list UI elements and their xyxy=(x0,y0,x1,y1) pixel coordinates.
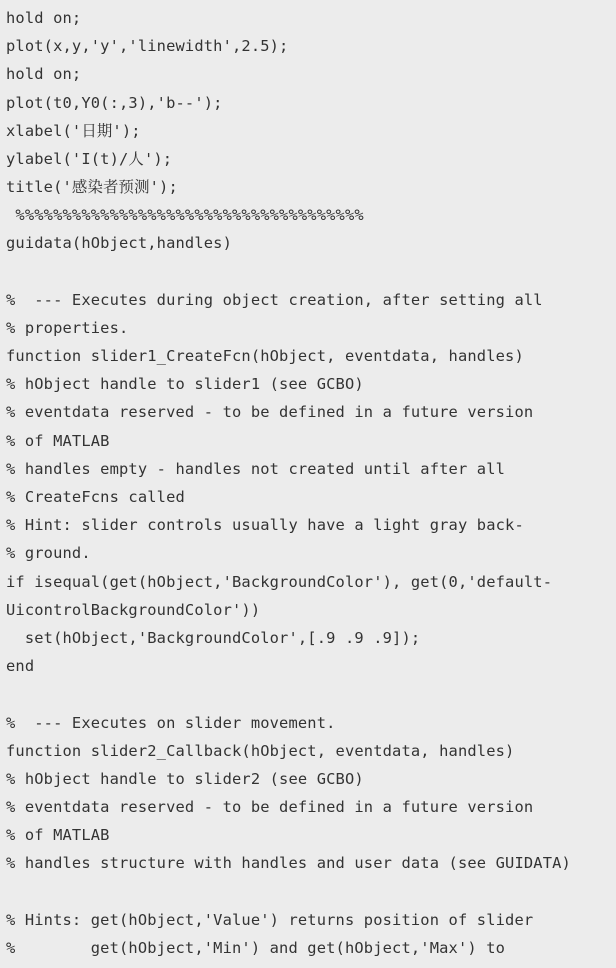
code-line: % hObject handle to slider2 (see GCBO) xyxy=(6,770,364,788)
code-line: % ground. xyxy=(6,544,91,562)
code-line: hold on; xyxy=(6,65,82,83)
code-line: if isequal(get(hObject,'BackgroundColor'), get(0,'default- xyxy=(6,573,553,591)
code-line: % of MATLAB xyxy=(6,826,110,844)
code-line: % properties. xyxy=(6,319,129,337)
code-line: hold on; xyxy=(6,9,82,27)
code-line: end xyxy=(6,657,35,675)
code-line: % handles structure with handles and user data (see GUIDATA) xyxy=(6,854,571,872)
code-line: xlabel('日期'); xyxy=(6,122,141,140)
code-line: ylabel('I(t)/人'); xyxy=(6,150,173,168)
code-line: plot(t0,Y0(:,3),'b--'); xyxy=(6,94,223,112)
code-line: % eventdata reserved - to be defined in a future version xyxy=(6,798,534,816)
code-line: % --- Executes on slider movement. xyxy=(6,714,336,732)
code-line: set(hObject,'BackgroundColor',[.9 .9 .9]); xyxy=(6,629,421,647)
code-line: function slider2_Callback(hObject, eventdata, handles) xyxy=(6,742,515,760)
code-line: title('感染者预测'); xyxy=(6,178,178,196)
code-line: % Hints: get(hObject,'Value') returns position of slider xyxy=(6,911,534,929)
code-line: UicontrolBackgroundColor')) xyxy=(6,601,261,619)
code-line: plot(x,y,'y','linewidth',2.5); xyxy=(6,37,289,55)
code-line: guidata(hObject,handles) xyxy=(6,234,232,252)
code-line: function slider1_CreateFcn(hObject, eventdata, handles) xyxy=(6,347,524,365)
code-line: % Hint: slider controls usually have a light gray back- xyxy=(6,516,524,534)
code-line: % handles empty - handles not created until after all xyxy=(6,460,506,478)
code-line: % eventdata reserved - to be defined in a future version xyxy=(6,403,534,421)
code-line: %%%%%%%%%%%%%%%%%%%%%%%%%%%%%%%%%%%%% xyxy=(6,206,364,224)
code-line: % --- Executes during object creation, after setting all xyxy=(6,291,543,309)
code-line: % hObject handle to slider1 (see GCBO) xyxy=(6,375,364,393)
code-line: % of MATLAB xyxy=(6,432,110,450)
code-line: % CreateFcns called xyxy=(6,488,185,506)
code-line: % get(hObject,'Min') and get(hObject,'Max') to xyxy=(6,939,506,957)
